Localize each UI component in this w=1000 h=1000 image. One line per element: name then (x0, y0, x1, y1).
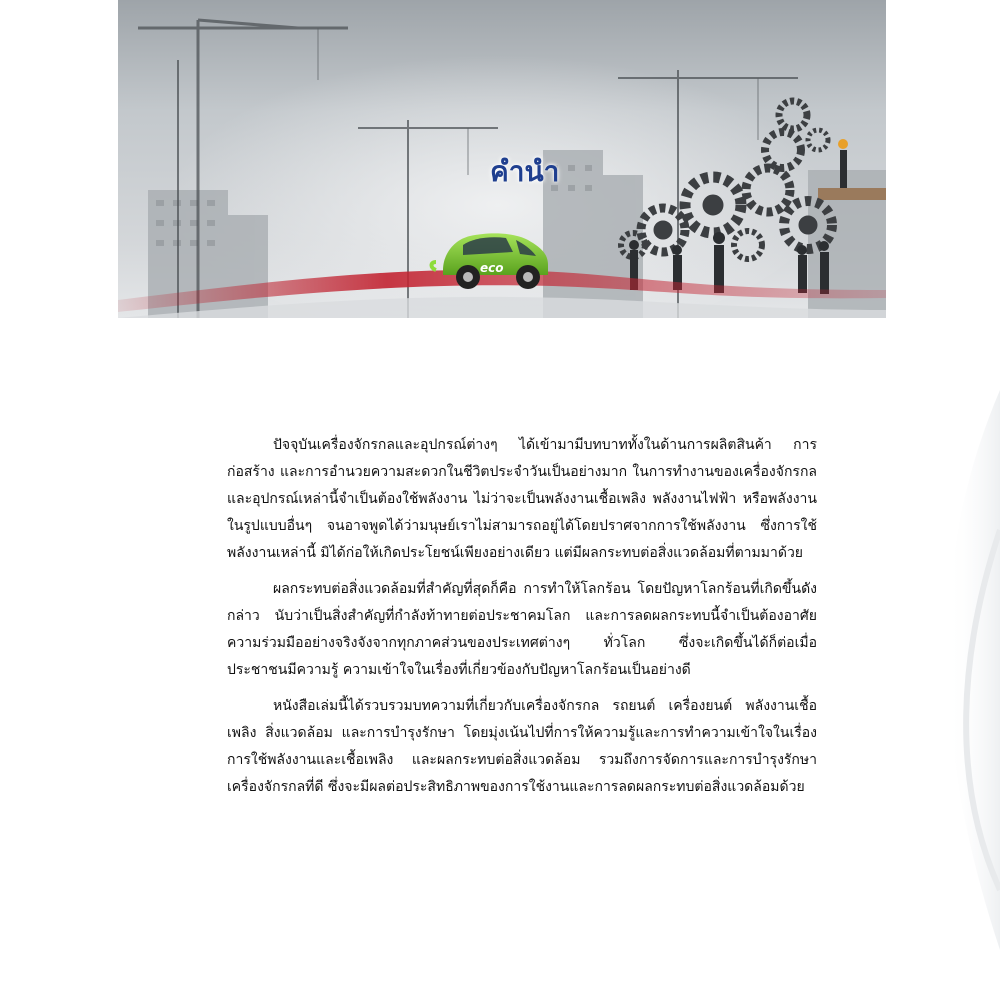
car-badge-text: eco (480, 261, 504, 275)
paragraph-3: หนังสือเล่มนี้ได้รวบรวมบทความที่เกี่ยวกับเครื่องจักรกล รถยนต์ เครื่องยนต์ พลังงานเชื้อเพลิง สิ่งแวดล้อม และการบำรุงรักษา โดยมุ่งเน้นไปที่การให้ความรู้และการทำความเข้าใจในเรื่องการใช้พลังงานและเชื้อเพลิง และผลกระทบต่อสิ่งแวดล้อม รวมถึงการจัดการและการบำรุงรักษาเครื่องจักรกลที่ดี ซึ่งจะมีผลต่อประสิทธิภาพของการใช้งานและการลดผลกระทบต่อสิ่งแวดล้อมด้วย (227, 698, 817, 795)
paragraph-2: ผลกระทบต่อสิ่งแวดล้อมที่สำคัญที่สุดก็คือ การทำให้โลกร้อน โดยปัญหาโลกร้อนที่เกิดขึ้นดังกล่าว นับว่าเป็นสิ่งสำคัญที่กำลังท้าทายต่อประชาคมโลก และการลดผลกระทบนี้จำเป็นต้องอาศัยความร่วมมืออย่างจริงจังจากทุกภาคส่วนของประเทศต่างๆ ทั่วโลก ซึ่งจะเกิดขึ้นได้ก็ต่อเมื่อประชาชนมีความรู้ ความเข้าใจในเรื่องที่เกี่ยวข้องกับปัญหาโลกร้อนเป็นอย่างดี (227, 581, 817, 678)
page-title: คำนำ (490, 155, 560, 188)
foreword-body (227, 432, 817, 810)
scaffold-platform (818, 188, 886, 200)
page-edge-swoosh (880, 330, 1000, 1000)
header-banner (118, 0, 886, 318)
paragraph-1: ปัจจุบันเครื่องจักรกลและอุปกรณ์ต่างๆ ได้เข้ามามีบทบาททั้งในด้านการผลิตสินค้า การก่อสร้าง และการอำนวยความสะดวกในชีวิตประจำวันเป็นอย่างมาก ในการทำงานของเครื่องจักรกลและอุปกรณ์เหล่านี้จำเป็นต้องใช้พลังงาน ไม่ว่าจะเป็นพลังงานเชื้อเพลิง พลังงานไฟฟ้า หรือพลังงานในรูปแบบอื่นๆ จนอาจพูดได้ว่ามนุษย์เราไม่สามารถอยู่ได้โดยปราศจากการใช้พลังงาน ซึ่งการใช้พลังงานเหล่านี้ มิได้ก่อให้เกิดประโยชน์เพียงอย่างเดียว แต่มีผลกระทบต่อสิ่งแวดล้อมที่ตามมาด้วย (227, 437, 817, 561)
